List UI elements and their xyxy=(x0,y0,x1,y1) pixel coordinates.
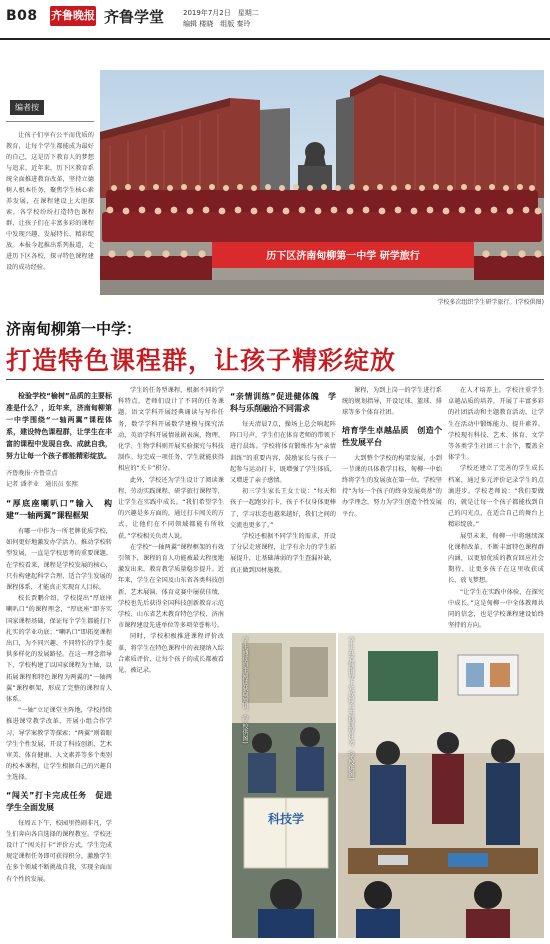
page-header xyxy=(0,0,550,40)
paragraph: 初三学生家长王女士说：“每天和孩子一起跑步打卡，孩子不仅身体更棒了，学习状态也越来越好，我们之间的交流也更多了。” xyxy=(230,488,336,529)
paragraph: 展望未来，甸柳一中将继续深化课程改革，不断丰富特色课程群内涵，以更加优质的教育回应社会期待，让更多孩子在这里收获成长、放飞梦想。 xyxy=(448,532,544,585)
editor-note-text: 让孩子们享有公平而优质的教育，让每个学生都能成为最好的自己，这是历下教育人的梦想与追求。近年来，历下区教育系统全面推进教育改革，坚持立德树人根本任务，聚焦学生核心素养发展，在课程建设上大胆探索，各学校纷纷打造特色课程群，让孩子们在丰富多彩的课程中发现兴趣、发展特长、精彩绽放。本报今起推出系列报道，走进历下区各校，探寻特色课程建设的成功经验。 xyxy=(6,132,94,271)
paragraph: 课程，为到上岗一的学生进行系统的规划指导，开设足球、篮球、排球等多个体育社团。 xyxy=(342,387,442,417)
section-heading-1: “厚底座喇叭口”输入 构建“一轴两翼”课程框架 xyxy=(6,499,112,520)
paragraph: 此外，学校还为学生设计了阅读课程、劳动实践课程、研学旅行课程等，让学生在实践中成长。“我们希望学生的兴趣是多方面的，通过打卡闯关的方式，让他们在不同领域都能有所收获。”学校相关负责人说。 xyxy=(118,476,224,540)
editor-note xyxy=(6,95,94,300)
reading-photo-caption: 学生通过自主阅读获取知识。(学校供图) xyxy=(241,637,248,744)
main-photo-caption: 学校多次组织学生研学旅行。(学校供图) xyxy=(437,299,544,306)
paragraph: 在人才培养上，学校注重学生卓越品质的培养，开展了丰富多彩的社团活动和主题教育活动，让学生在活动中锻炼能力、提升素养。学校现有科技、艺术、体育、文学等各类学生社团三十余个，覆盖全体学生。 xyxy=(448,387,544,462)
section-title: 齐鲁学堂 xyxy=(104,8,165,26)
issue-date: 2019年7月2日 星期二 xyxy=(183,9,259,17)
book-cover-text: 科技学 xyxy=(267,812,305,826)
main-photo xyxy=(100,70,544,295)
editor-note-divider xyxy=(6,121,94,122)
paragraph: “一轴”立足课堂主阵地，学校持续推进课堂教学改革，开展小组合作学习、导学案教学等探索；“两翼”则着眼学生个性发展，开设了科技创新、艺术审美、体育健康、人文素养等多个类别的校本课程，让学生根据自己的兴趣自主选择。 xyxy=(6,707,112,782)
article-byline xyxy=(6,468,112,490)
paragraph: 每周五下午，校园里热闹非凡，学生们奔向各自选择的课程教室。学校还设计了“闯关打卡”评价方式，学生完成规定课程任务即可获得积分，激励学生在多个领域不断挑战自我，实现全面而有个性的发展。 xyxy=(6,819,112,883)
paragraph: 学校还根据不同学生的需求，开设了分层走班课程，让学有余力的学生拓展提升，让基础薄弱的学生查漏补缺，真正做到因材施教。 xyxy=(230,533,336,574)
editor-note-tag: 编者按 xyxy=(10,100,44,115)
article-headline: 打造特色课程群，让孩子精彩绽放 xyxy=(6,346,397,375)
section-heading-3: “亲情训练”促进健体魄 学科与乐削融洽不同需求 xyxy=(230,392,336,413)
paragraph: “让学生在实践中体验，在探究中成长。”这是甸柳一中全体教师共同的信念，也是学校课程建设始终坚持的方向。 xyxy=(448,588,544,630)
editor-credits: 编辑 楼晓 组版 秦玲 xyxy=(183,20,251,28)
photo-banner-text: 历下区济南甸柳第一中学 研学旅行 xyxy=(266,251,420,262)
paragraph: 校长贾鹏介绍，学校提出“厚底座喇叭口”的课程理念，“厚底座”即夯实国家课程基础，保证每个学生都能打下扎实的学业功底；“喇叭口”即拓宽课程出口，为不同兴趣、不同特长的学生提供多样化的发展路径。在这一理念指导下，学校构建了以国家课程为主轴，以拓展课程和特色课程为两翼的“一轴两翼”课程框架，形成了完整的课程育人体系。 xyxy=(6,595,112,704)
newspaper-logo: 齐鲁晚报 xyxy=(50,6,96,26)
article-lead: 检验学校“榆树”品质的主要标准是什么？，近年来，济南甸柳第一中学围绕“一轴两翼”课程体系，建设特色课程群，让学生在丰富的课程中发现自我、成就自我，努力让每一个孩子都能精彩绽放。 xyxy=(6,392,112,460)
classroom-photo-image xyxy=(338,633,544,938)
paragraph: 在学校“一轴两翼”课程框架的有效引领下，课程的育人功能被最大程度地激发出来，教育教学质量稳步提升。近年来，学生在全国及山东省各类科技创新、艺术展演、体育竞赛中屡获佳绩，学校也先后获得全国科技创新教育示范学校、山东省艺术教育特色学校、济南市课程建设先进单位等多项荣誉称号。 xyxy=(118,543,224,630)
classroom-photo-caption: 学生在老师指导下完成综合实践课程任务。(学校供图) xyxy=(347,637,354,780)
paragraph: 大到整个学校的构架发展，小到一节课的具体教学目标，甸柳一中始终将学生的发展放在第一位。学校坚持“为每一个孩子的终身发展奠基”的办学理念，努力为学生创造个性发展平台。 xyxy=(342,454,442,518)
section-heading-2: “闯关”打卡完成任务 促进学生全面发展 xyxy=(6,790,112,812)
paragraph: 学校还建立了完善的学生成长档案，通过多元评价记录学生的点滴进步。学校老师说：“我们要做的，就是让每一个孩子都能找到自己的闪光点，在适合自己的舞台上精彩绽放。” xyxy=(448,465,544,529)
paragraph: 有哪一中作为一所老牌优质学校，如何更好地激发办学活力、推动学校转型发展，一直是学校思考的重要课题。在学校看来，课程是学校发展的核心，只有构建起科学合理、适合学生发展的课程体系，才能真正实现育人目标。 xyxy=(6,528,112,592)
section-heading-4: 培育学生卓越品质 创造个性发展平台 xyxy=(342,425,442,447)
article-subheadline: 济南甸柳第一中学： xyxy=(6,320,142,338)
article-column-4 xyxy=(342,385,442,623)
article-column-2 xyxy=(118,385,224,938)
paragraph: 学生的任务型课程，根据不同的学科特点，老师们设计了不同的任务课题。语文学科开展经典诵读与写作任务，数学学科开展数学建模与探究活动，英语学科开展情景剧表演，物理、化学、生物学科则开展实验探究与科技制作。每完成一项任务，学生就能获得相应的“关卡”积分。 xyxy=(118,387,224,473)
article-column-1 xyxy=(6,390,112,938)
byline-outlet: 齐鲁晚报·齐鲁壹点 xyxy=(6,470,58,477)
reading-photo xyxy=(232,633,336,938)
headline-rule xyxy=(6,379,544,380)
byline-reporters: 记者 潘孝业 通讯员 张熙 xyxy=(6,481,78,488)
paragraph: 同时，学校积极推进课程评价改革，将学生在特色课程中的表现纳入综合素质评价，让每个孩子的成长都被看见、被记录。 xyxy=(118,633,224,675)
article-column-3 xyxy=(230,385,336,623)
main-photo-image xyxy=(100,70,544,295)
classroom-photo xyxy=(338,633,544,938)
page-number: B08 xyxy=(6,8,38,24)
paragraph: 每天清晨7点，操场上总会响起阵阵口号声，学生们在体育老师的带领下进行晨练。学校将体育锻炼作为“亲情训练”的重要内容，鼓励家长与孩子一起参与运动打卡，既增强了学生体质，又增进了亲子感情。 xyxy=(230,421,336,485)
